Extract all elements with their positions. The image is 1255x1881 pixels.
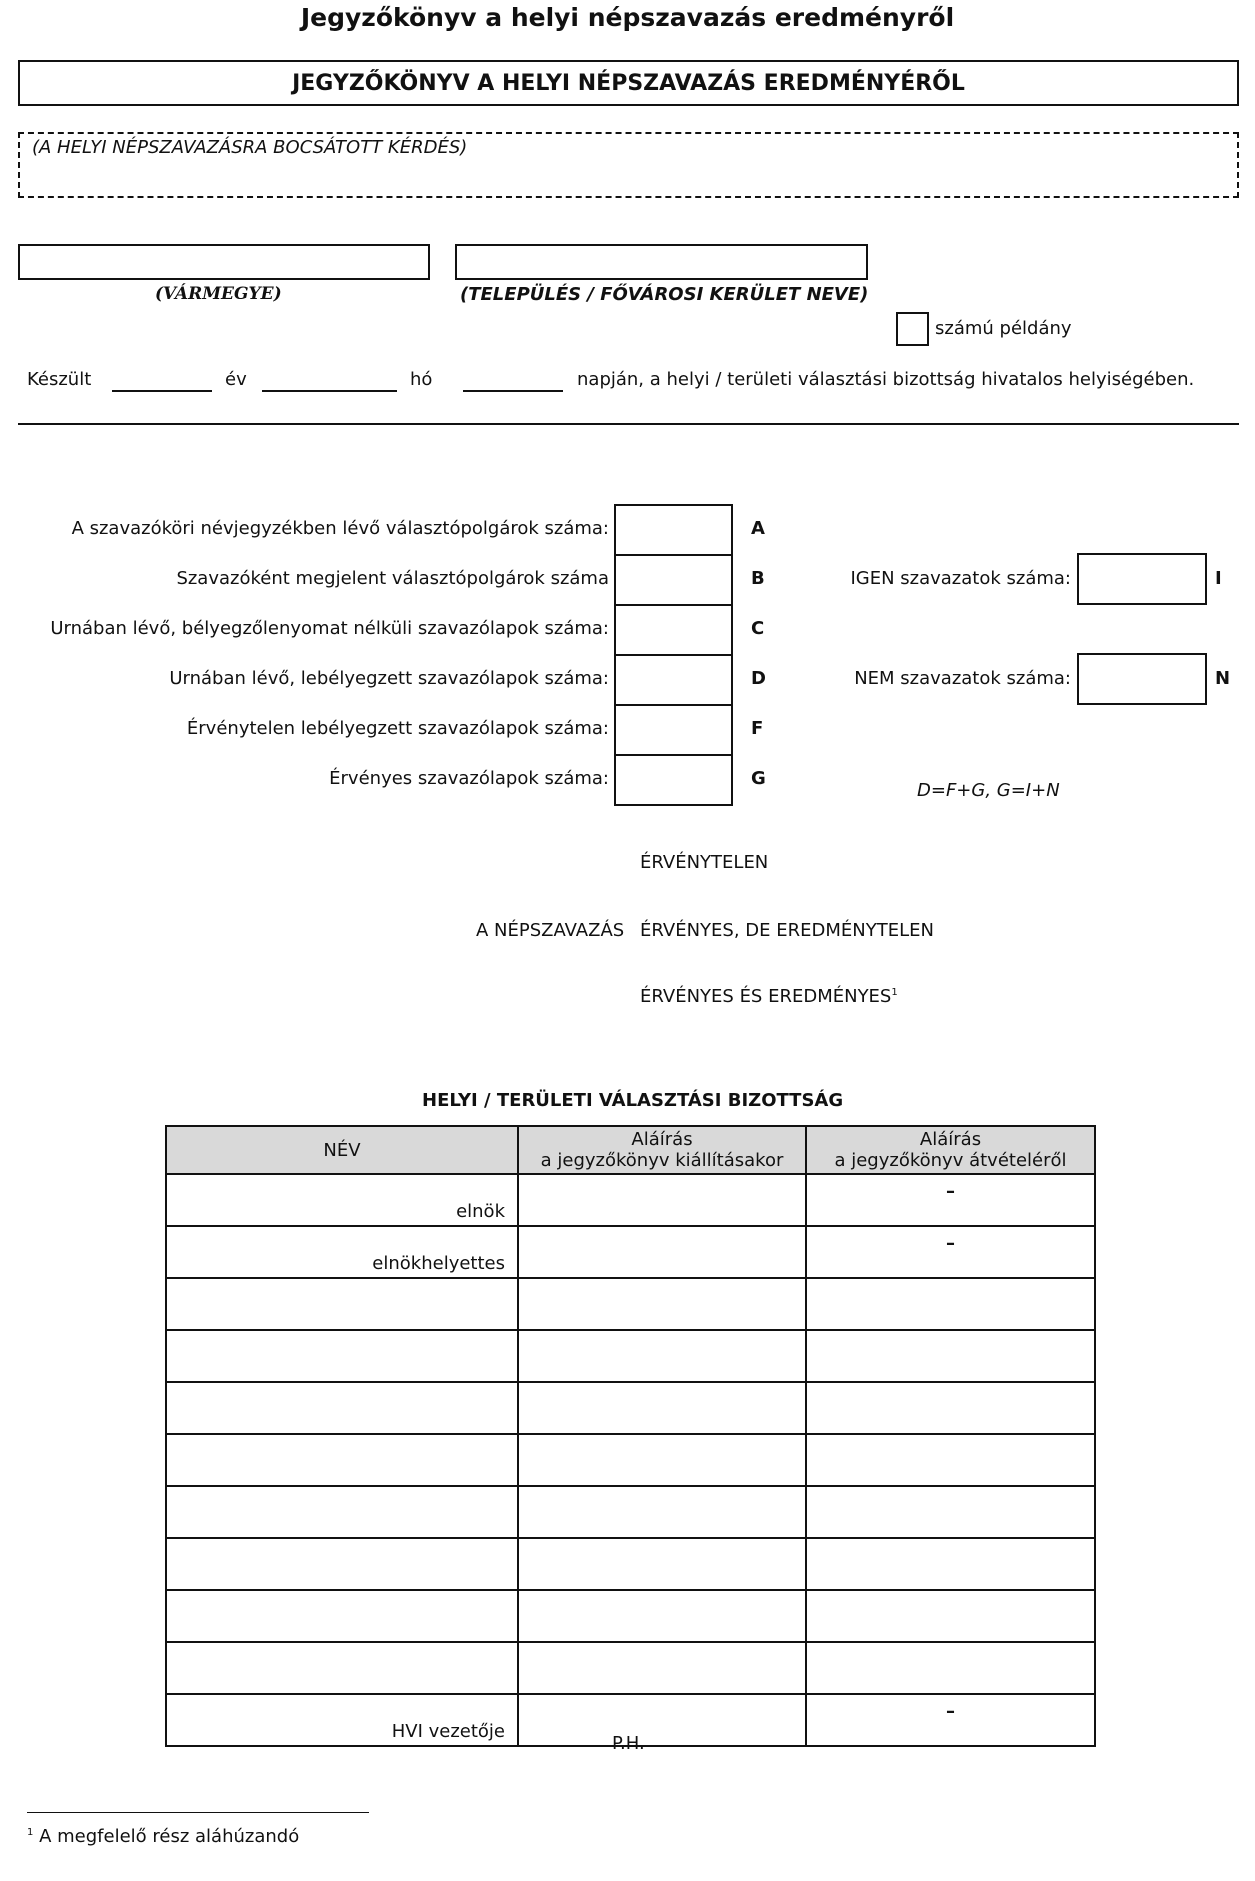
count-field-c[interactable]: [614, 604, 733, 656]
row-sig-issue[interactable]: [518, 1538, 806, 1590]
count-label-c: Urnában lévő, bélyegzőlenyomat nélküli szavazólapok száma:: [50, 618, 609, 639]
result-option-valid-successful[interactable]: [640, 986, 898, 1007]
row-sig-issue[interactable]: [518, 1330, 806, 1382]
table-row: [166, 1382, 1095, 1434]
row-name[interactable]: elnökhelyettes: [166, 1226, 518, 1278]
header-sig-issue-line2: a jegyzőkönyv kiállításakor: [540, 1150, 784, 1171]
yes-votes-code: I: [1215, 568, 1222, 589]
count-field-f[interactable]: [614, 704, 733, 756]
row-sig-issue[interactable]: [518, 1590, 806, 1642]
row-sig-receipt[interactable]: [806, 1382, 1095, 1434]
header-name: NÉV: [166, 1126, 518, 1174]
count-code-g: G: [751, 768, 766, 789]
result-option-valid-unsuccessful[interactable]: ÉRVÉNYES, DE EREDMÉNYTELEN: [640, 920, 934, 941]
row-name[interactable]: elnök: [166, 1174, 518, 1226]
count-code-a: A: [751, 518, 765, 539]
count-field-a[interactable]: [614, 504, 733, 556]
page-header: Jegyzőkönyv a helyi népszavazás eredményről: [300, 3, 955, 32]
count-code-f: F: [751, 718, 764, 739]
form-title-box: [18, 60, 1239, 106]
row-name[interactable]: [166, 1278, 518, 1330]
table-row: [166, 1590, 1095, 1642]
row-sig-receipt[interactable]: [806, 1642, 1095, 1694]
row-sig-receipt[interactable]: –: [806, 1174, 1095, 1226]
row-sig-issue[interactable]: [518, 1226, 806, 1278]
row-name[interactable]: [166, 1382, 518, 1434]
count-field-d[interactable]: [614, 654, 733, 706]
no-votes-field[interactable]: [1077, 653, 1207, 705]
result-option-valid-successful-text: ÉRVÉNYES ÉS EREDMÉNYES: [640, 986, 892, 1007]
table-row: [166, 1174, 1095, 1226]
county-field[interactable]: [18, 244, 430, 280]
section-divider: [18, 423, 1239, 425]
row-sig-issue[interactable]: [518, 1434, 806, 1486]
row-name[interactable]: [166, 1538, 518, 1590]
row-name[interactable]: [166, 1642, 518, 1694]
row-name[interactable]: HVI vezetője: [166, 1694, 518, 1746]
footnote: [27, 1826, 299, 1847]
row-sig-issue[interactable]: [518, 1486, 806, 1538]
count-label-g: Érvényes szavazólapok száma:: [329, 768, 609, 789]
settlement-label: (TELEPÜLÉS / FŐVÁROSI KERÜLET NEVE): [460, 284, 869, 305]
table-row: [166, 1226, 1095, 1278]
table-row: [166, 1434, 1095, 1486]
header-sig-issue: [518, 1126, 806, 1174]
count-code-b: B: [751, 568, 765, 589]
form-title: JEGYZŐKÖNYV A HELYI NÉPSZAVAZÁS EREDMÉNYÉRŐL: [292, 70, 965, 96]
yes-votes-label: IGEN szavazatok száma:: [850, 568, 1071, 589]
count-label-f: Érvénytelen lebélyegzett szavazólapok száma:: [186, 718, 609, 739]
row-name[interactable]: [166, 1486, 518, 1538]
row-sig-receipt[interactable]: [806, 1486, 1095, 1538]
table-row: [166, 1278, 1095, 1330]
date-rest-label: napján, a helyi / területi választási bizottság hivatalos helyiségében.: [577, 369, 1195, 390]
header-sig-issue-line1: Aláírás: [631, 1129, 693, 1150]
count-code-c: C: [751, 618, 765, 639]
count-label-d: Urnában lévő, lebélyegzett szavazólapok száma:: [169, 668, 609, 689]
made-label: Készült: [27, 369, 92, 390]
header-sig-receipt-line1: Aláírás: [919, 1129, 982, 1150]
row-name[interactable]: [166, 1590, 518, 1642]
no-votes-label: NEM szavazatok száma:: [854, 668, 1071, 689]
count-field-g[interactable]: [614, 754, 733, 806]
count-code-d: D: [751, 668, 766, 689]
row-sig-receipt[interactable]: [806, 1330, 1095, 1382]
no-votes-code: N: [1215, 668, 1231, 689]
question-field[interactable]: [18, 132, 1239, 198]
question-label: (A HELYI NÉPSZAVAZÁSRA BOCSÁTOTT KÉRDÉS): [32, 137, 468, 158]
settlement-field[interactable]: [455, 244, 868, 280]
row-sig-issue[interactable]: [518, 1174, 806, 1226]
table-row: [166, 1538, 1095, 1590]
stamp-label: P.H.: [612, 1733, 645, 1754]
row-sig-issue[interactable]: [518, 1694, 806, 1746]
footnote-mark: 1: [27, 1827, 34, 1838]
month-blank[interactable]: [262, 390, 397, 392]
yes-votes-field[interactable]: [1077, 553, 1207, 605]
year-blank[interactable]: [112, 390, 212, 392]
row-sig-receipt[interactable]: –: [806, 1226, 1095, 1278]
result-option-invalid[interactable]: ÉRVÉNYTELEN: [640, 852, 769, 873]
table-header-row: [166, 1126, 1095, 1174]
row-sig-issue[interactable]: [518, 1642, 806, 1694]
row-sig-receipt[interactable]: [806, 1538, 1095, 1590]
footnote-ref: 1: [891, 987, 898, 998]
row-sig-receipt[interactable]: [806, 1590, 1095, 1642]
table-row: [166, 1486, 1095, 1538]
copy-label: számú példány: [935, 318, 1072, 339]
year-label: év: [225, 369, 247, 390]
row-name[interactable]: [166, 1330, 518, 1382]
county-label: (VÁRMEGYE): [155, 284, 282, 304]
row-sig-receipt[interactable]: –: [806, 1694, 1095, 1746]
result-prefix: A NÉPSZAVAZÁS: [476, 920, 625, 941]
copy-number-field[interactable]: [896, 312, 929, 346]
row-sig-issue[interactable]: [518, 1278, 806, 1330]
table-row: [166, 1330, 1095, 1382]
formula: D=F+G, G=I+N: [917, 780, 1060, 801]
count-label-a: A szavazóköri névjegyzékben lévő választópolgárok száma:: [71, 518, 609, 539]
row-sig-issue[interactable]: [518, 1382, 806, 1434]
table-row: [166, 1642, 1095, 1694]
row-name[interactable]: [166, 1434, 518, 1486]
row-sig-receipt[interactable]: [806, 1278, 1095, 1330]
month-label: hó: [410, 369, 433, 390]
count-field-b[interactable]: [614, 554, 733, 606]
footnote-divider: [27, 1812, 369, 1813]
header-sig-receipt-line2: a jegyzőkönyv átvételéről: [834, 1150, 1067, 1171]
header-sig-receipt: [806, 1126, 1095, 1174]
signature-table: [165, 1125, 1096, 1747]
count-label-b: Szavazóként megjelent választópolgárok száma: [176, 568, 609, 589]
footnote-text: A megfelelő rész aláhúzandó: [39, 1826, 300, 1847]
day-blank[interactable]: [463, 390, 563, 392]
committee-title: HELYI / TERÜLETI VÁLASZTÁSI BIZOTTSÁG: [422, 1090, 844, 1111]
row-sig-receipt[interactable]: [806, 1434, 1095, 1486]
